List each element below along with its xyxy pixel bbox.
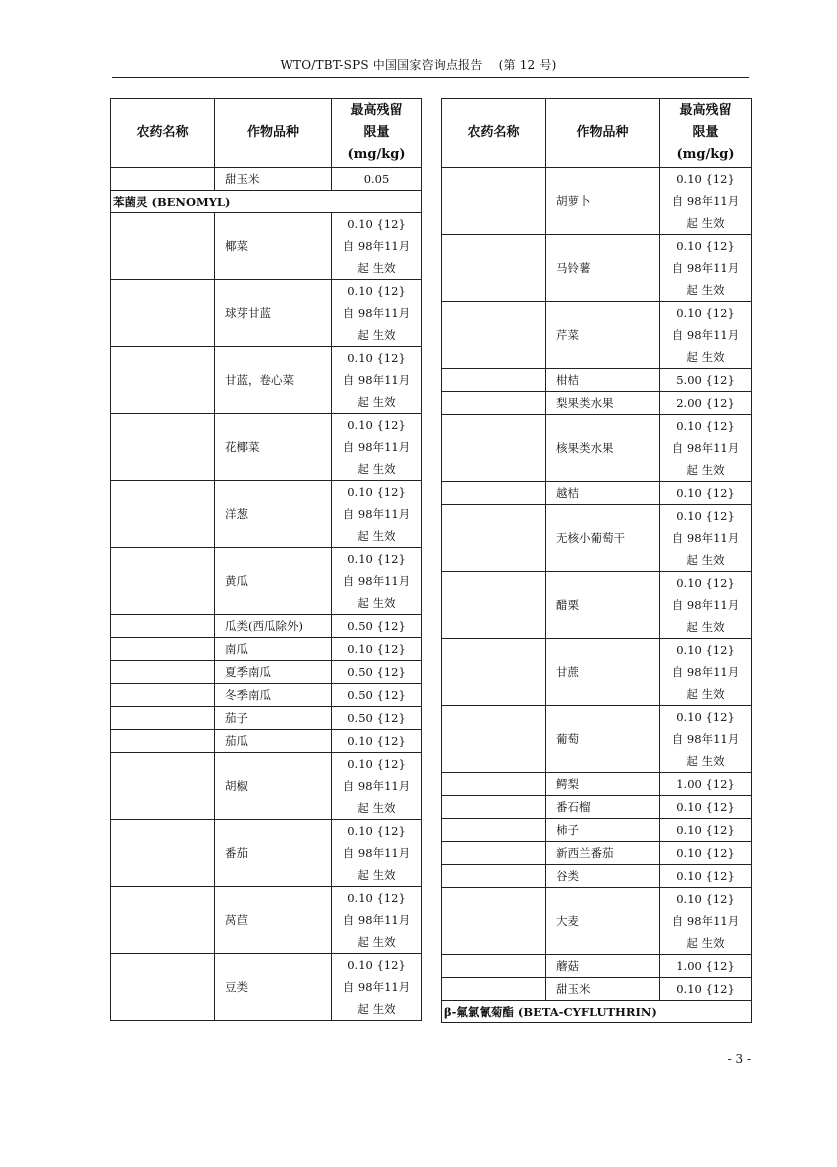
limit-cell: 0.10 {12} 自 98年11月起 生效 (332, 347, 422, 414)
report-issue: (第 12 号) (498, 58, 557, 72)
table-row (442, 978, 752, 1001)
table-row (442, 706, 752, 773)
limit-cell: 0.50 {12} (332, 707, 422, 730)
limit-cell: 2.00 {12} (660, 392, 752, 415)
crop-cell: 葡萄 (546, 706, 660, 773)
limit-cell: 0.10 {12} 自 98年11月起 生效 (332, 548, 422, 615)
crop-cell: 无核小葡萄干 (546, 505, 660, 572)
limit-cell: 1.00 {12} (660, 955, 752, 978)
section-row (442, 1001, 752, 1023)
crop-cell: 番石榴 (546, 796, 660, 819)
pesticide-section-benomyl: 苯菌灵 (BENOMYL) (111, 191, 422, 213)
section-row (111, 191, 422, 213)
table-row (111, 887, 422, 954)
table-header-row (111, 99, 422, 168)
crop-cell: 柑桔 (546, 369, 660, 392)
limit-cell: 0.50 {12} (332, 615, 422, 638)
crop-cell: 核果类水果 (546, 415, 660, 482)
limit-cell: 0.10 {12} 自 98年11月起 生效 (332, 213, 422, 280)
crop-cell: 芹菜 (546, 302, 660, 369)
crop-cell: 冬季南瓜 (215, 684, 332, 707)
crop-cell: 新西兰番茄 (546, 842, 660, 865)
limit-cell: 0.10 {12} (660, 865, 752, 888)
crop-cell: 胡椒 (215, 753, 332, 820)
crop-cell: 甘蓝，卷心菜 (215, 347, 332, 414)
limit-cell: 0.10 {12} 自 98年11月起 生效 (660, 415, 752, 482)
table-row (442, 888, 752, 955)
table-row (442, 392, 752, 415)
crop-cell: 甜玉米 (215, 168, 332, 191)
table-row (111, 707, 422, 730)
limit-cell: 0.10 {12} 自 98年11月起 生效 (660, 706, 752, 773)
limit-cell: 0.10 {12} 自 98年11月起 生效 (660, 235, 752, 302)
limit-cell: 0.10 {12} (660, 796, 752, 819)
crop-cell: 醋栗 (546, 572, 660, 639)
table-row (442, 639, 752, 706)
crop-cell: 茄瓜 (215, 730, 332, 753)
col-crop-header: 作物品种 (215, 99, 332, 168)
limit-cell: 0.10 {12} (332, 730, 422, 753)
table-row (442, 482, 752, 505)
crop-cell: 越桔 (546, 482, 660, 505)
col-limit-header: 最高残留 限量 (mg/kg) (332, 99, 422, 168)
table-row (442, 369, 752, 392)
table-row (442, 415, 752, 482)
crop-cell: 球芽甘蓝 (215, 280, 332, 347)
limit-cell: 0.10 {12} 自 98年11月起 生效 (660, 888, 752, 955)
crop-cell: 豆类 (215, 954, 332, 1021)
left-residue-table (110, 98, 422, 1021)
limit-cell: 0.10 {12} 自 98年11月起 生效 (660, 168, 752, 235)
table-row (111, 168, 422, 191)
header-rule (112, 77, 749, 78)
report-title: WTO/TBT-SPS 中国国家咨询点报告 (280, 58, 483, 72)
crop-cell: 甜玉米 (546, 978, 660, 1001)
crop-cell: 大麦 (546, 888, 660, 955)
table-row (442, 505, 752, 572)
limit-cell: 0.10 {12} 自 98年11月起 生效 (332, 954, 422, 1021)
limit-cell: 0.10 {12} 自 98年11月起 生效 (332, 280, 422, 347)
limit-cell: 0.10 {12} 自 98年11月起 生效 (332, 887, 422, 954)
table-row (442, 302, 752, 369)
crop-cell: 胡萝卜 (546, 168, 660, 235)
table-row (111, 954, 422, 1021)
limit-cell: 5.00 {12} (660, 369, 752, 392)
table-row (111, 753, 422, 820)
table-row (111, 730, 422, 753)
limit-cell: 0.10 {12} 自 98年11月起 生效 (660, 302, 752, 369)
crop-cell: 瓜类(西瓜除外) (215, 615, 332, 638)
col-pesticide-header: 农药名称 (442, 99, 546, 168)
crop-cell: 椰菜 (215, 213, 332, 280)
pesticide-section-beta-cyfluthrin: β-氟氯氰菊酯 (BETA-CYFLUTHRIN) (442, 1001, 752, 1023)
table-row (442, 796, 752, 819)
limit-cell: 0.10 {12} (660, 482, 752, 505)
limit-cell: 0.10 {12} 自 98年11月起 生效 (660, 505, 752, 572)
limit-cell: 0.05 (332, 168, 422, 191)
crop-cell: 茄子 (215, 707, 332, 730)
limit-cell: 0.10 {12} 自 98年11月起 生效 (332, 753, 422, 820)
crop-cell: 梨果类水果 (546, 392, 660, 415)
table-row (111, 684, 422, 707)
crop-cell: 柿子 (546, 819, 660, 842)
table-header-row (442, 99, 752, 168)
crop-cell: 黄瓜 (215, 548, 332, 615)
col-crop-header: 作物品种 (546, 99, 660, 168)
crop-cell: 夏季南瓜 (215, 661, 332, 684)
limit-cell: 0.50 {12} (332, 684, 422, 707)
crop-cell: 蘑菇 (546, 955, 660, 978)
limit-cell: 0.10 {12} 自 98年11月起 生效 (660, 572, 752, 639)
table-row (442, 773, 752, 796)
page-number: - 3 - (727, 1052, 751, 1066)
table-row (111, 347, 422, 414)
table-row (442, 865, 752, 888)
table-row (442, 235, 752, 302)
table-row (111, 280, 422, 347)
crop-cell: 洋葱 (215, 481, 332, 548)
crop-cell: 番茄 (215, 820, 332, 887)
limit-cell: 0.10 {12} 自 98年11月起 生效 (332, 481, 422, 548)
table-row (442, 819, 752, 842)
crop-cell: 南瓜 (215, 638, 332, 661)
crop-cell: 甘蔗 (546, 639, 660, 706)
col-limit-header: 最高残留 限量 (mg/kg) (660, 99, 752, 168)
table-row (111, 213, 422, 280)
table-row (442, 955, 752, 978)
limit-cell: 1.00 {12} (660, 773, 752, 796)
crop-cell: 莴苣 (215, 887, 332, 954)
table-row (111, 548, 422, 615)
right-residue-table (441, 98, 752, 1023)
limit-cell: 0.10 {12} 自 98年11月起 生效 (660, 639, 752, 706)
limit-cell: 0.50 {12} (332, 661, 422, 684)
table-row (111, 414, 422, 481)
table-row (111, 820, 422, 887)
crop-cell: 谷类 (546, 865, 660, 888)
limit-cell: 0.10 {12} (332, 638, 422, 661)
limit-cell: 0.10 {12} (660, 978, 752, 1001)
crop-cell: 鳄梨 (546, 773, 660, 796)
limit-cell: 0.10 {12} 自 98年11月起 生效 (332, 414, 422, 481)
table-row (442, 842, 752, 865)
limit-cell: 0.10 {12} (660, 842, 752, 865)
crop-cell: 马铃薯 (546, 235, 660, 302)
table-row (442, 168, 752, 235)
limit-cell: 0.10 {12} (660, 819, 752, 842)
crop-cell: 花椰菜 (215, 414, 332, 481)
limit-cell: 0.10 {12} 自 98年11月起 生效 (332, 820, 422, 887)
table-row (442, 572, 752, 639)
table-row (111, 481, 422, 548)
page-header (0, 56, 837, 73)
table-row (111, 638, 422, 661)
table-row (111, 661, 422, 684)
table-row (111, 615, 422, 638)
col-pesticide-header: 农药名称 (111, 99, 215, 168)
